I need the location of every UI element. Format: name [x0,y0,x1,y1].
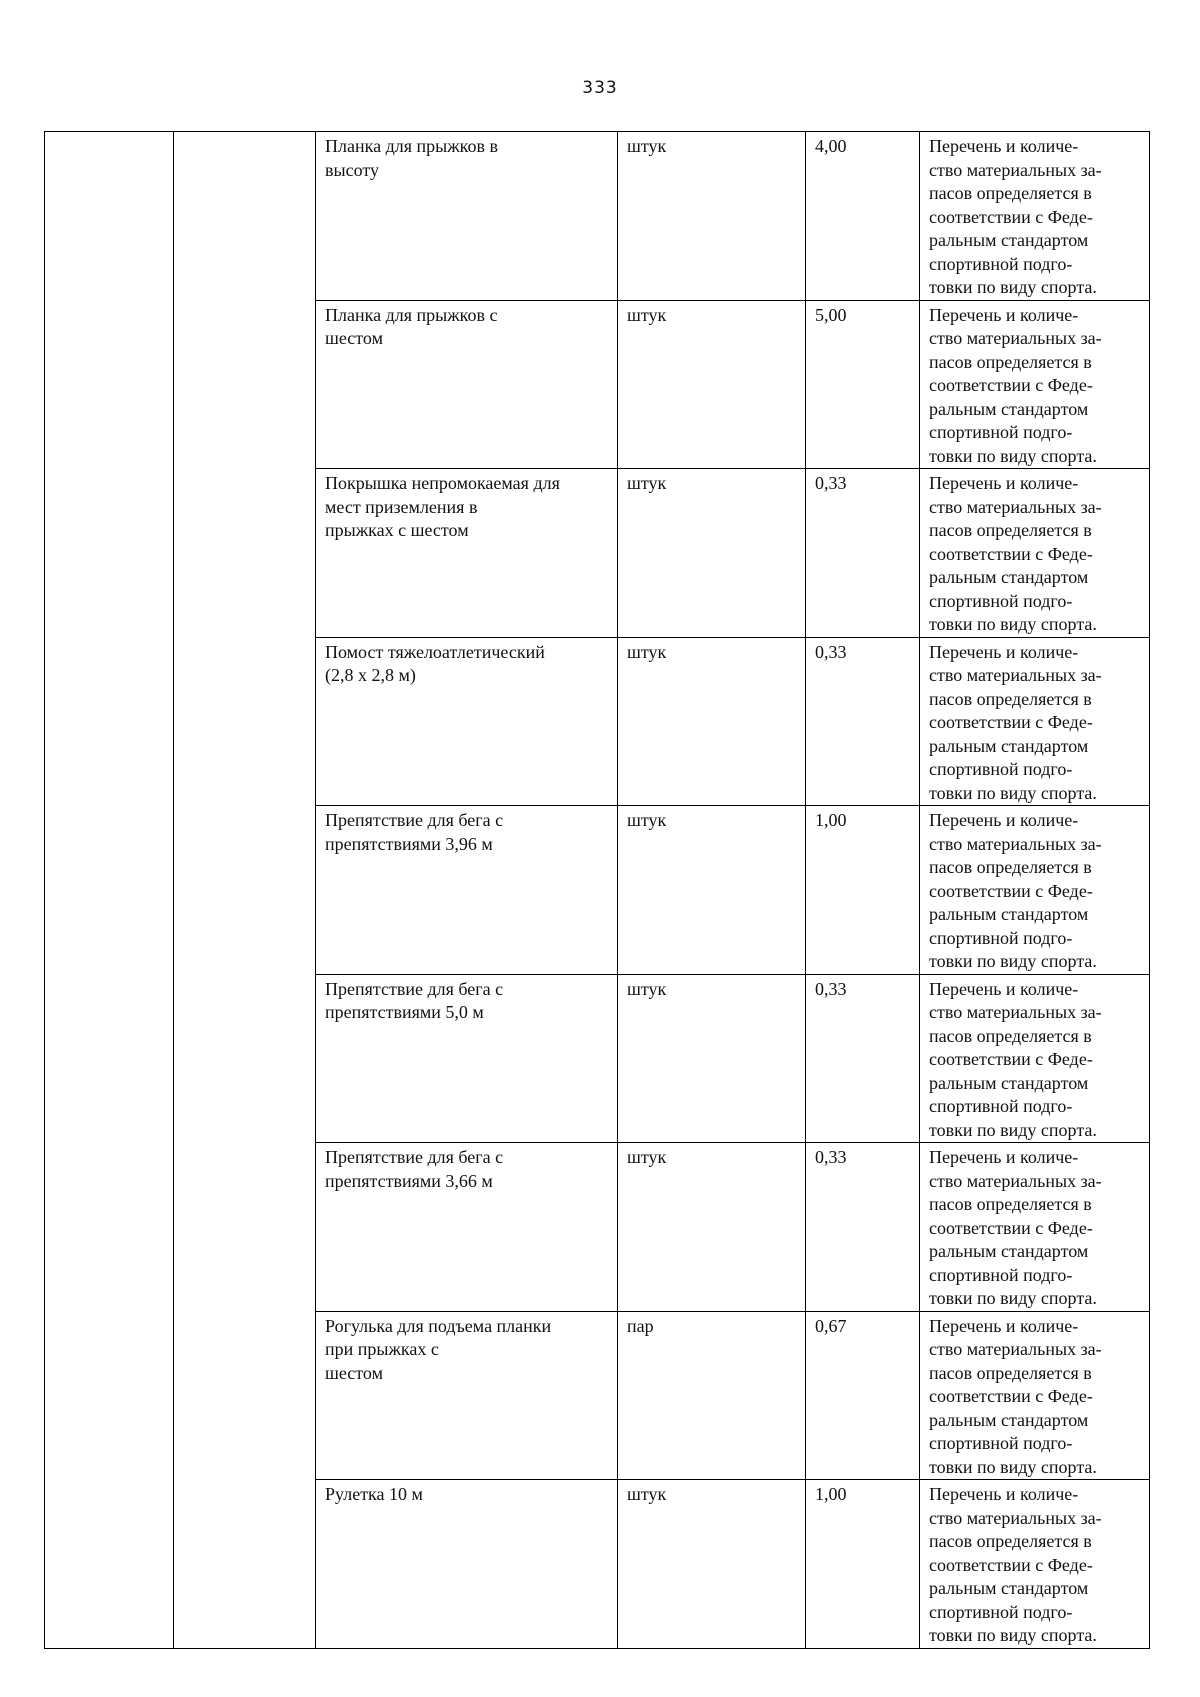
item-quantity-cell: 4,00 [806,132,920,301]
item-note-cell: Перечень и количе- ство материальных за- пасов определяется в соответствии с Феде- ральным стандартом спортивной подго- товки по виду спорта. [920,300,1150,469]
item-unit-cell: пар [618,1311,806,1480]
item-name-cell: Планка для прыжков с шестом [316,300,618,469]
blank-cell-col-2 [174,132,316,1649]
item-note-cell: Перечень и количе- ство материальных за- пасов определяется в соответствии с Феде- ральным стандартом спортивной подго- товки по виду спорта. [920,1311,1150,1480]
item-unit-cell: штук [618,637,806,806]
item-unit-cell: штук [618,1480,806,1649]
item-unit-cell: штук [618,469,806,638]
item-quantity-cell: 1,00 [806,1480,920,1649]
item-name-cell: Покрышка непромокаемая для мест приземления в прыжках с шестом [316,469,618,638]
item-note-cell: Перечень и количе- ство материальных за- пасов определяется в соответствии с Феде- ральным стандартом спортивной подго- товки по виду спорта. [920,974,1150,1143]
item-unit-cell: штук [618,974,806,1143]
item-quantity-cell: 0,33 [806,637,920,806]
item-quantity-cell: 0,33 [806,974,920,1143]
item-quantity-cell: 0,33 [806,469,920,638]
item-quantity-cell: 1,00 [806,806,920,975]
equipment-table [44,131,1150,1649]
item-name-cell: Рогулька для подъема планки при прыжках с шестом [316,1311,618,1480]
item-note-cell: Перечень и количе- ство материальных за- пасов определяется в соответствии с Феде- ральным стандартом спортивной подго- товки по виду спорта. [920,132,1150,301]
blank-cell-col-1 [45,132,174,1649]
item-unit-cell: штук [618,1143,806,1312]
item-name-cell: Помост тяжелоатлетический (2,8 х 2,8 м) [316,637,618,806]
table-row [45,132,1150,301]
item-note-cell: Перечень и количе- ство материальных за- пасов определяется в соответствии с Феде- ральным стандартом спортивной подго- товки по виду спорта. [920,469,1150,638]
item-note-cell: Перечень и количе- ство материальных за- пасов определяется в соответствии с Феде- ральным стандартом спортивной подго- товки по виду спорта. [920,1480,1150,1649]
item-note-cell: Перечень и количе- ство материальных за- пасов определяется в соответствии с Феде- ральным стандартом спортивной подго- товки по виду спорта. [920,637,1150,806]
item-quantity-cell: 0,33 [806,1143,920,1312]
page-number: 333 [582,78,618,98]
item-unit-cell: штук [618,132,806,301]
item-quantity-cell: 5,00 [806,300,920,469]
item-name-cell: Препятствие для бега с препятствиями 5,0 м [316,974,618,1143]
item-note-cell: Перечень и количе- ство материальных за- пасов определяется в соответствии с Феде- ральным стандартом спортивной подго- товки по виду спорта. [920,1143,1150,1312]
item-quantity-cell: 0,67 [806,1311,920,1480]
item-unit-cell: штук [618,300,806,469]
item-note-cell: Перечень и количе- ство материальных за- пасов определяется в соответствии с Феде- ральным стандартом спортивной подго- товки по виду спорта. [920,806,1150,975]
item-name-cell: Препятствие для бега с препятствиями 3,96 м [316,806,618,975]
item-unit-cell: штук [618,806,806,975]
item-name-cell: Рулетка 10 м [316,1480,618,1649]
item-name-cell: Препятствие для бега с препятствиями 3,66 м [316,1143,618,1312]
item-name-cell: Планка для прыжков в высоту [316,132,618,301]
